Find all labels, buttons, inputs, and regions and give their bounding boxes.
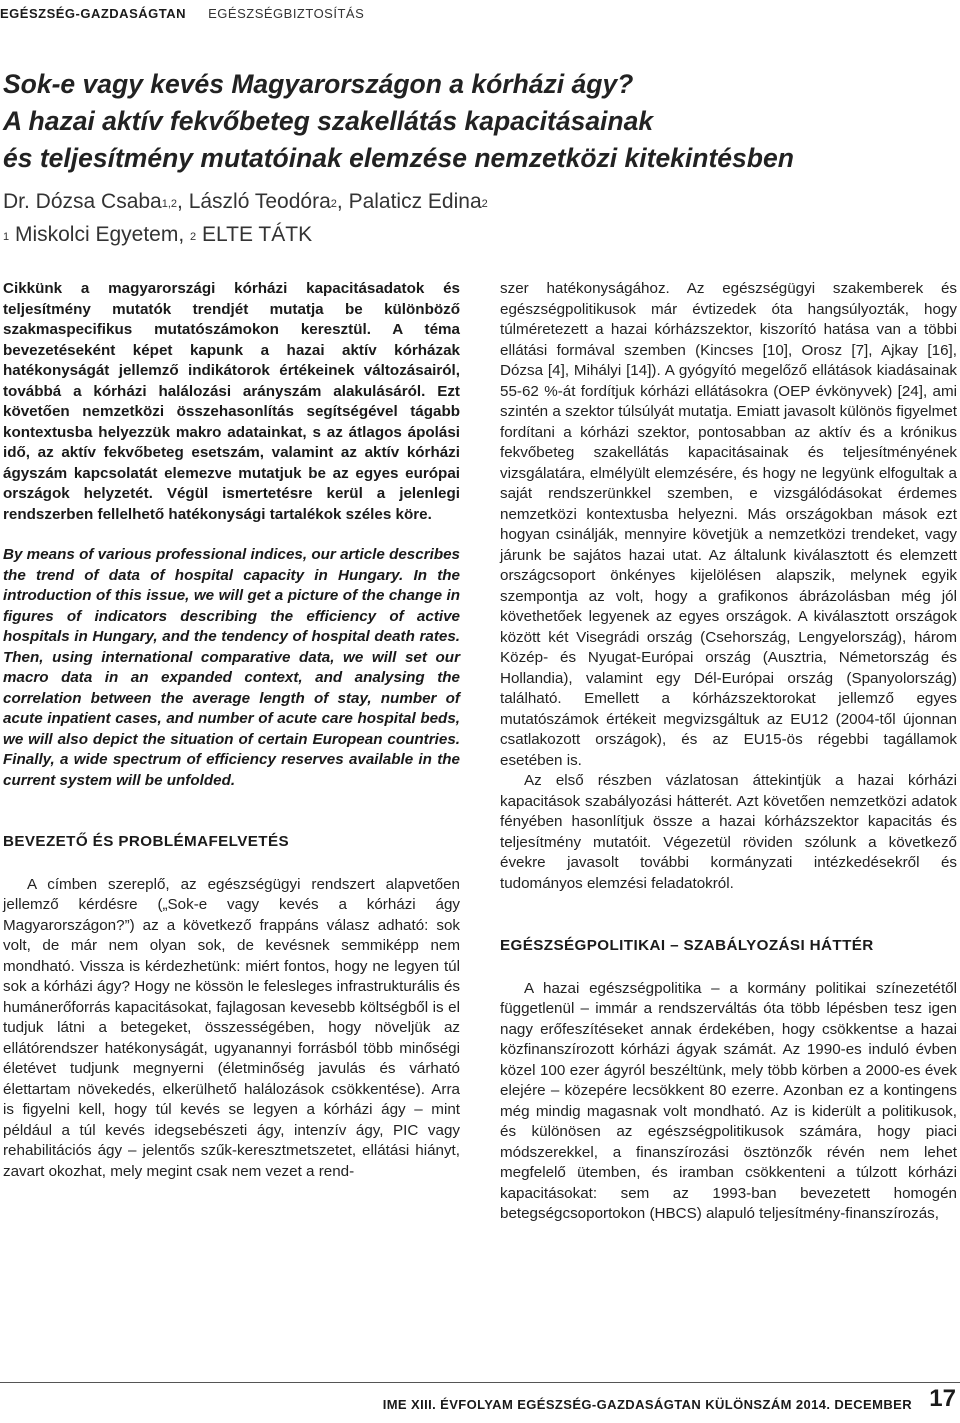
body-paragraph: A hazai egészségpolitika – a kormány politikai színezetétől függetlenül – immár a rendszerváltás óta több lépésben tesz igen nagy erőfeszítéseket annak érdekében, hogy csökkentse a hazai közfinanszírozott kórházi ágyak számát. Az 1990-es induló évben közel 100 ezer ágyról beszéltünk, mely több körben a 2000-es évek elejére – közepére lecsökkent 80 ezerre. Azonban ez a kontingens még mindig magasnak volt mondható. Az is kiderült a politikusok, és különösen az egészségpolitikusok számára, hogy piaci módszerekkel, a finanszírozási ösztönzők révén nem lehet megfelelő ütemben, és iramban csökkenteni a túlzott kórházi kapacitásokat: sem az 1993-ban bevezetett homogén betegségcsoportokon (HBCS) alapuló teljesítmény-finanszírozás, [500, 979, 957, 1222]
body-paragraph: Az első részben vázlatosan áttekintjük a hazai kórházi kapacitások szabályozási hátterét. Azt követően nemzetközi adatok fényében hasonlítjuk össze a hazai kórházszektor kapacitás és teljesítmény mutatóit. Végezetül röviden szólunk a következő évekre javasolt további kormányzati intézkedésekről és tudományos elemzési feladatokról. [500, 772, 957, 892]
affiliation-list: $^1$ Miskolci Egyetem, $^2$ ELTE TÁTK [3, 223, 313, 246]
author-list: Dr. Dózsa Csaba$^{1,2}$, László Teodóra$^2$, Palaticz Edina$^2$ [3, 190, 488, 213]
author-name: Palaticz Edina [348, 190, 482, 213]
affiliation-name: Miskolci Egyetem [14, 223, 179, 246]
article-title [3, 66, 943, 177]
section-heading: BEVEZETŐ ÉS PROBLÉMAFELVETÉS [3, 833, 290, 850]
category-primary: EGÉSZSÉG-GAZDASÁGTAN [0, 6, 186, 21]
category-secondary: EGÉSZSÉGBIZTOSÍTÁS [208, 6, 365, 21]
left-column [3, 279, 460, 1182]
author-name: László Teodóra [188, 190, 331, 213]
author-name: Dr. Dózsa Csaba [3, 190, 162, 213]
abstract-english: By means of various professional indices, our article describes the trend of data of hospital capacity in Hungary. In the introduction of this issue, we will get a picture of the change in figures of indicators describing the efficiency of active hospitals in Hungary, and the tendency of hospital death rates. Then, using international comparative data, we will set our macro data in an expanded context, and analysing the correlation between the average length of stay, number of acute inpatient cases, and number of acute care hospital beds, we will also depict the situation of certain European countries. Finally, a wide spectrum of efficiency reserves available in the current system will be unfolded. [3, 546, 460, 789]
right-column [500, 279, 957, 1225]
category-header [0, 6, 364, 21]
title-line-1: Sok-e vagy kevés Magyarországon a kórházi ágy? [3, 69, 634, 99]
author-affil-mark: 2 [330, 198, 337, 210]
footer-divider [0, 1382, 960, 1383]
title-line-3: és teljesítmény mutatóinak elemzése nemzetközi kitekintésben [3, 143, 794, 173]
body-paragraph: szer hatékonyságához. Az egészségügyi szakemberek és egészségpolitikusok már évtizedek óta hangsúlyozták, hogy túlméretezett a hazai kórházszektor, kiszorító hatása van a többi ellátási formával szemben (Kincses [10], Orosz [7], Ajkay [16], Dózsa [4], Mihályi [14]). A gyógyító megelőző ellátások kiadásainak 55-62 %-át fordítjuk kórházi ellátásokra (OEP évkönyvek) [24], ami szintén a szektor túlsúlyát mutatja. Emiatt javasolt különös figyelmet fordítani a kórházi szektor, pontosabban az aktív és a krónikus fekvőbeteg szakellátás kapacitásainak és teljesítményének vizsgálatára, elmélyült elemzésére, és hogy ne legyünk elfogultak a saját rendszerünkkel szemben, e vizsgálódásokat érdemes nemzetközi kontextusba helyezni. Más országokban mások ezt hogyan csinálják, mennyire követjük a nemzetközi trendeket, vagy járunk be sajátos hazai utat. Az általunk kiválasztott és elemzett országcsoport önkényes kijelölésen alapszik, melynek egyik szempontja az volt, hogy a grafikonos ábrázolásban még jól követhetőek legyenek az egyes országok. A kiválasztott országok között két Visegrádi ország (Csehország, Lengyelország), három Közép- és Nyugat-Európai ország (Ausztria, Németország és Hollandia), valamint egy Dél-Európai ország (Spanyolország) található. Emellett a kórházszektorokat jellemző egyes mutatószámok értékeit megvizsgáltuk az EU12 (2004-től újonnan csatlakozott országok), és az EU15-ös régebbi tagállamok esetében is. [500, 280, 957, 769]
author-affil-mark: 2 [481, 198, 488, 210]
body-paragraph: A címben szereplő, az egészségügyi rendszert alapvetően jellemző kérdésre („Sok-e vagy kevés a kórházi ágy Magyarországon?”) az a következő frappáns válasz adható: sok volt, de már nem olyan sok, de kevésnek semmiképp nem mondható. Vissza is kérdezhetünk: miért fontos, hogy ne legyen túl sok a kórházi ágy? Hogy ne kössön le felesleges infrastrukturális és humánerőforrás kapacitásokat, fajlagosan kevesebb költségből is el tudjuk látni a betegeket, összességében, hogy növeljük az ellátórendszer hatékonyságát, ugyanannyi forrásból több minőségi életévet tudjunk megnyerni (életminőség javulás és várható élettartam növekedés, elkerülhető halálozások csökkentése). Arra is figyelni kell, hogy túl kevés se legyen a kórházi ágy – mint például a túl kevés idegsebészeti ágy, intenzív ágy, PIC vagy rehabilitációs ágy – jelentős szűk-keresztmetszetet, ellátási hiányt, zavart okozhat, mely megint csak nem vezet a rend- [3, 875, 460, 1180]
affiliation-name: ELTE TÁTK [202, 223, 313, 246]
page-number: 17 [929, 1385, 956, 1412]
section-heading: EGÉSZSÉGPOLITIKAI – SZABÁLYOZÁSI HÁTTÉR [500, 937, 874, 954]
author-affil-mark: 1,2 [161, 198, 178, 210]
abstract-hungarian: Cikkünk a magyarországi kórházi kapacitásadatok és teljesítmény mutatók trendjét mutatja be különböző szakmaspecifikus mutatószámokon keresztül. A téma bevezetéseként képet kapunk a hazai aktív kórházak hatékonyságát jellemző indikátorok értékeinek változásairól, továbbá a kórházi halálozási arányszám alakulásáról. Ezt követően nemzetközi összehasonlítás segítségével tágabb kontextusba helyezzük makro adatainkat, s az átlagos ápolási idő, az aktív fekvőbeteg esetszám, valamint az aktív kórházi ágyszám kapcsolatát elemezve mutatjuk be az egyes európai országok helyzetét. Végül ismertetésre kerül a jelenlegi rendszerben fellelhető hatékonysági tartalékok széles köre. [3, 280, 460, 523]
title-line-2: A hazai aktív fekvőbeteg szakellátás kapacitásainak [3, 106, 654, 136]
affil-mark: 2 [190, 231, 197, 243]
affil-mark: 1 [3, 231, 10, 243]
journal-footer: IME XIII. ÉVFOLYAM EGÉSZSÉG-GAZDASÁGTAN KÜLÖNSZÁM 2014. DECEMBER [382, 1397, 912, 1412]
